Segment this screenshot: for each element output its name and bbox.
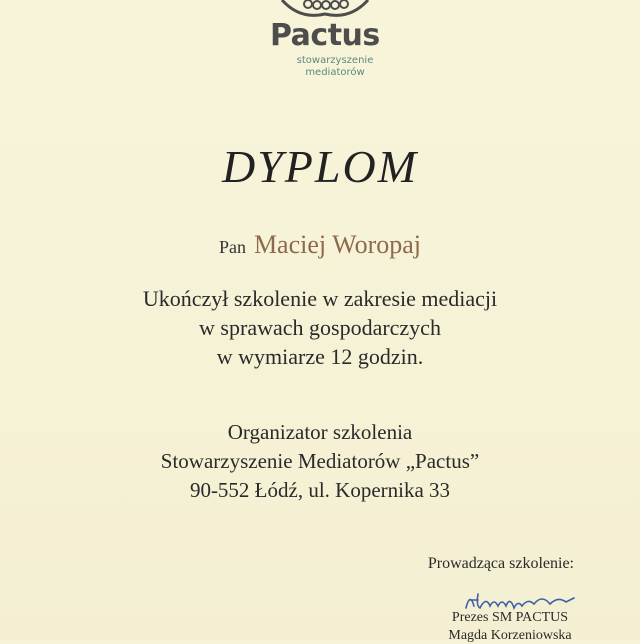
president-name: Magda Korzeniowska — [448, 628, 572, 643]
organizer-block — [0, 418, 640, 505]
recipient-name: Maciej Woropaj — [253, 230, 422, 259]
pactus-logo — [250, 0, 400, 90]
logo-wordmark: Pactus — [270, 18, 380, 53]
organizer-line-2: Stowarzyszenie Mediatorów „Pactus” — [160, 449, 480, 473]
body-line-1: Ukończył szkolenie w zakresie mediacji — [142, 286, 498, 311]
recipient-prefix: Pan — [218, 237, 246, 257]
organizer-line-3: 90-552 Łódź, ul. Kopernika 33 — [189, 478, 451, 502]
body-line-2: w sprawach gospodarczych — [199, 315, 441, 340]
diploma-body — [0, 284, 640, 371]
president-title: Prezes SM PACTUS — [451, 610, 569, 625]
instructor-label: Prowadząca szkolenie: — [427, 555, 574, 572]
diploma-title: DYPLOM — [221, 141, 419, 192]
logo-subtitle-line2: mediatorów — [305, 67, 365, 78]
organizer-line-1: Organizator szkolenia — [227, 420, 413, 444]
body-line-3: w wymiarze 12 godzin. — [216, 344, 424, 369]
recipient — [0, 230, 640, 260]
logo-subtitle-line1: stowarzyszenie — [296, 55, 374, 66]
logo-subtitle — [288, 55, 382, 79]
